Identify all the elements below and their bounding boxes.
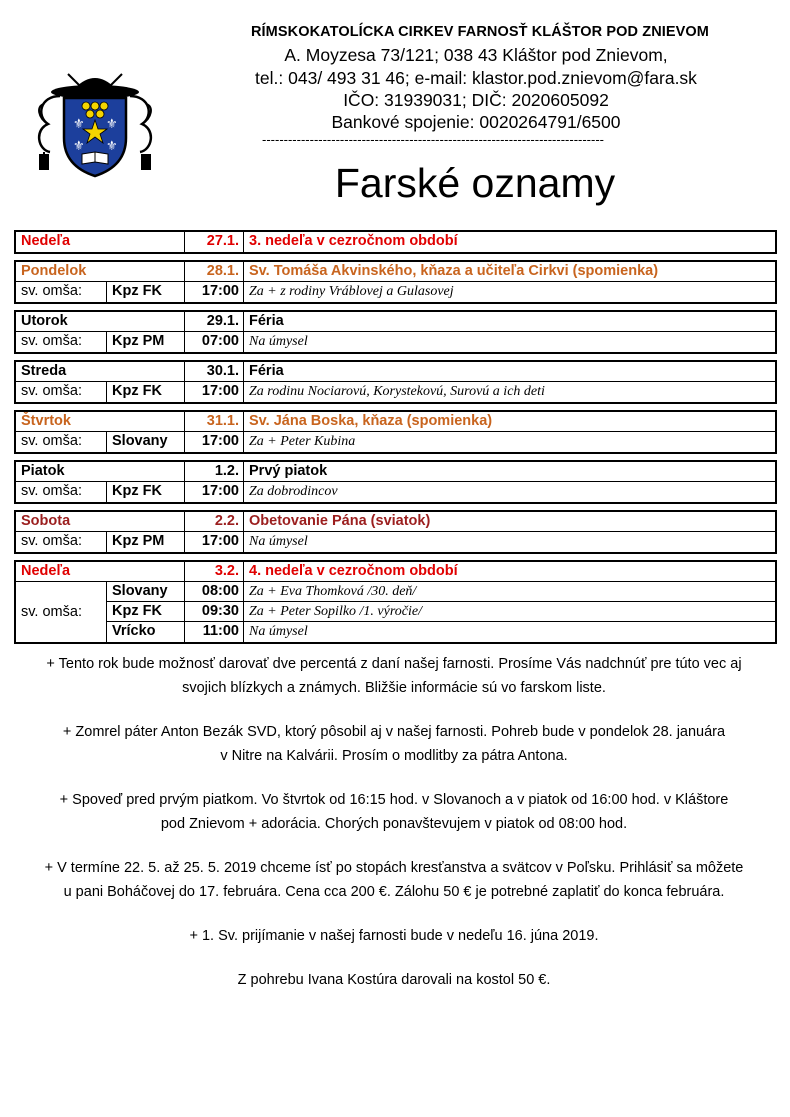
announcement-item [14, 968, 774, 992]
mass-time: 17:00 [185, 382, 244, 402]
mass-time: 09:30 [185, 602, 244, 621]
mass-time: 17:00 [185, 532, 244, 552]
day-name: Streda [16, 362, 185, 381]
day-block-saturday [14, 510, 777, 554]
mass-label: sv. omša: [16, 282, 107, 302]
day-name: Štvrtok [16, 412, 185, 431]
day-block-sunday-1 [14, 230, 777, 254]
mass-label: sv. omša: [16, 582, 107, 642]
day-name: Piatok [16, 462, 185, 481]
day-feast: Féria [249, 363, 284, 379]
day-feast: 4. nedeľa v cezročnom období [249, 563, 458, 579]
mass-place: Kpz PM [107, 332, 185, 352]
mass-label: sv. omša: [16, 482, 107, 502]
mass-time: 08:00 [185, 582, 244, 601]
mass-row [107, 602, 775, 622]
mass-intention: Za dobrodincov [249, 484, 338, 499]
mass-group [16, 582, 775, 642]
mass-time: 11:00 [185, 622, 244, 642]
mass-intention: Za + Eva Thomková /30. deň/ [249, 584, 417, 599]
mass-intention: Na úmysel [249, 534, 308, 549]
parish-address: A. Moyzesa 73/121; 038 43 Kláštor pod Znievom, [284, 45, 668, 65]
mass-intention: Za rodinu Nociarovú, Korystekovú, Surovú a ich deti [249, 384, 545, 399]
day-block-thursday [14, 410, 777, 454]
day-date: 30.1. [185, 362, 244, 381]
mass-row [107, 582, 775, 602]
mass-list [107, 582, 775, 642]
announcement-line: pod Znievom + adorácia. Chorých ponavštevujem v piatok od 08:00 hod. [160, 816, 628, 832]
day-name: Nedeľa [16, 562, 185, 581]
mass-place: Slovany [107, 432, 185, 452]
announcement-line: svojich blízkych a známych. Bližšie informácie sú vo farskom liste. [182, 680, 606, 696]
mass-time: 07:00 [185, 332, 244, 352]
svg-text:⚜: ⚜ [73, 139, 85, 154]
announcements [14, 652, 774, 1012]
day-name: Pondelok [16, 262, 185, 281]
announcement-line: v Nitre na Kalvárii. Prosím o modlitby za pátra Antona. [220, 748, 568, 764]
mass-place: Kpz PM [107, 532, 185, 552]
mass-time: 17:00 [185, 432, 244, 452]
mass-row [16, 382, 775, 402]
mass-place: Kpz FK [107, 382, 185, 402]
announcement-line: + Tento rok bude možnosť darovať dve percentá z daní našej farnosti. Prosíme Vás nadchnúť pre túto vec aj [46, 656, 742, 672]
mass-intention: Za + z rodiny Vráblovej a Gulasovej [249, 284, 454, 299]
day-block-sunday-2 [14, 560, 777, 644]
mass-label: sv. omša: [16, 332, 107, 352]
day-feast: Prvý piatok [249, 463, 328, 479]
mass-label: sv. omša: [16, 382, 107, 402]
parish-bank-account: Bankové spojenie: 0020264791/6500 [331, 112, 621, 132]
announcement-line: + Zomrel páter Anton Bezák SVD, ktorý pôsobil aj v našej farnosti. Pohreb bude v pondelok 28. januára [62, 724, 726, 740]
mass-row [107, 622, 775, 642]
day-header-row [16, 412, 775, 432]
announcement-item [14, 856, 774, 904]
announcement-line: u pani Boháčovej do 17. februára. Cena cca 200 €. Zálohu 50 € je potrebné zaplatiť do konca februára. [63, 884, 725, 900]
day-header-row [16, 312, 775, 332]
day-block-tuesday [14, 310, 777, 354]
day-date: 28.1. [185, 262, 244, 281]
day-header-row [16, 462, 775, 482]
day-name: Nedeľa [16, 232, 185, 252]
day-feast: Obetovanie Pána (sviatok) [249, 513, 431, 529]
announcement-line: + 1. Sv. prijímanie v našej farnosti bude v nedeľu 16. júna 2019. [189, 928, 599, 944]
mass-intention: Za + Peter Kubina [249, 434, 356, 449]
page-title: Farské oznamy [334, 160, 616, 206]
mass-place: Slovany [107, 582, 185, 601]
announcement-item [14, 924, 774, 948]
day-date: 31.1. [185, 412, 244, 431]
day-name: Utorok [16, 312, 185, 331]
day-header-row [16, 262, 775, 282]
day-block-wednesday [14, 360, 777, 404]
day-date: 1.2. [185, 462, 244, 481]
day-block-friday [14, 460, 777, 504]
svg-text:⚜: ⚜ [73, 117, 85, 132]
header-separator: ------------------------------------------------------------------------------- [262, 133, 604, 147]
mass-label: sv. omša: [16, 532, 107, 552]
day-feast: Sv. Jána Boska, kňaza (spomienka) [249, 413, 493, 429]
mass-row [16, 282, 775, 302]
day-header-row [16, 362, 775, 382]
day-header-row [16, 512, 775, 532]
day-feast: Sv. Tomáša Akvinského, kňaza a učiteľa Cirkvi (spomienka) [249, 263, 659, 279]
mass-intention: Na úmysel [249, 334, 308, 349]
day-date: 3.2. [185, 562, 244, 581]
announcement-item [14, 788, 774, 836]
mass-row [16, 432, 775, 452]
day-feast: Féria [249, 313, 284, 329]
day-date: 29.1. [185, 312, 244, 331]
mass-intention: Za + Peter Sopilko /1. výročie/ [249, 604, 422, 619]
mass-place: Vrícko [107, 622, 185, 642]
mass-time: 17:00 [185, 482, 244, 502]
mass-place: Kpz FK [107, 282, 185, 302]
day-header-row [16, 232, 775, 252]
mass-place: Kpz FK [107, 602, 185, 621]
mass-row [16, 332, 775, 352]
announcement-line: Z pohrebu Ivana Kostúra darovali na kostol 50 €. [237, 972, 551, 988]
mass-place: Kpz FK [107, 482, 185, 502]
day-date: 27.1. [185, 232, 244, 252]
day-date: 2.2. [185, 512, 244, 531]
svg-text:⚜: ⚜ [106, 117, 118, 132]
mass-label: sv. omša: [16, 432, 107, 452]
announcement-item [14, 652, 774, 700]
parish-contact: tel.: 043/ 493 31 46; e-mail: klastor.pod.znievom@fara.sk [255, 68, 697, 88]
day-name: Sobota [16, 512, 185, 531]
day-feast: 3. nedeľa v cezročnom období [249, 233, 458, 249]
parish-coat-of-arms [30, 66, 160, 182]
announcement-line: + Spoveď pred prvým piatkom. Vo štvrtok od 16:15 hod. v Slovanoch a v piatok od 16:00 hod. v Kláštore [59, 792, 729, 808]
mass-row [16, 482, 775, 502]
parish-ids: IČO: 31939031; DIČ: 2020605092 [343, 90, 609, 110]
mass-row [16, 532, 775, 552]
svg-text:⚜: ⚜ [106, 139, 118, 154]
mass-time: 17:00 [185, 282, 244, 302]
announcement-line: + V termíne 22. 5. až 25. 5. 2019 chceme ísť po stopách kresťanstva a svätcov v Poľsku. Prihlásiť sa môžete [44, 860, 744, 876]
mass-intention: Na úmysel [249, 624, 308, 639]
announcement-item [14, 720, 774, 768]
day-block-monday [14, 260, 777, 304]
parish-organization-name: RÍMSKOKATOLÍCKA CIRKEV FARNOSŤ KLÁŠTOR POD ZNIEVOM [250, 24, 709, 40]
day-header-row [16, 562, 775, 582]
